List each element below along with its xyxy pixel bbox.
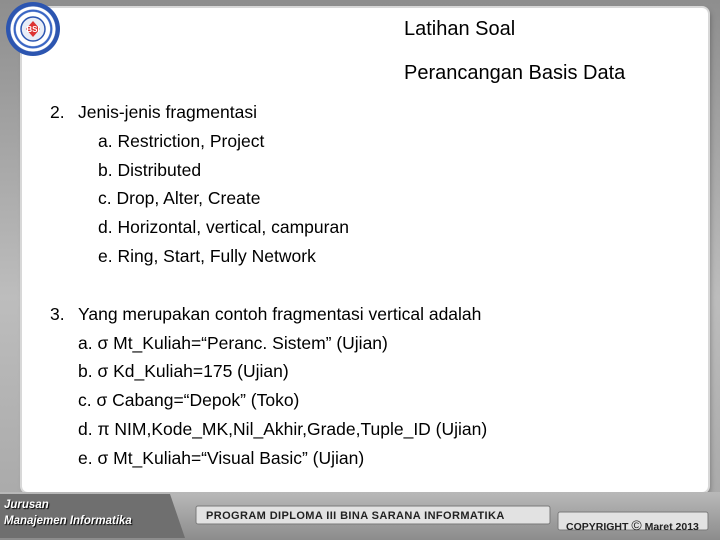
- option: a. Restriction, Project: [98, 130, 265, 151]
- question-number: 2.: [50, 102, 65, 122]
- question-2: [50, 98, 487, 127]
- option: e. Ring, Start, Fully Network: [98, 245, 316, 266]
- copyright-symbol: ©: [631, 517, 642, 533]
- spacer: [50, 271, 487, 300]
- bsi-logo: [6, 2, 60, 56]
- option: c. σ Cabang=“Depok” (Toko): [78, 390, 300, 411]
- option: b. Distributed: [98, 159, 202, 180]
- department-label: [4, 497, 132, 529]
- option: d. π NIM,Kode_MK,Nil_Akhir,Grade,Tuple_ID (Ujian): [78, 418, 488, 439]
- slide-title-line1: Latihan Soal: [404, 18, 516, 40]
- slide-title-line2: Perancangan Basis Data: [404, 62, 626, 84]
- department-line2: Manajemen Informatika: [4, 515, 132, 527]
- option: d. Horizontal, vertical, campuran: [98, 217, 349, 238]
- question-text: Jenis-jenis fragmentasi: [78, 102, 257, 122]
- svg-text:BSI: BSI: [26, 25, 40, 34]
- department-line1: Jurusan: [4, 499, 49, 511]
- program-label: PROGRAM DIPLOMA III BINA SARANA INFORMATIKA: [206, 510, 505, 522]
- option: e. σ Mt_Kuliah=“Visual Basic” (Ujian): [78, 447, 365, 468]
- question-text: Yang merupakan contoh fragmentasi vertical adalah: [78, 303, 482, 324]
- option: a. σ Mt_Kuliah=“Peranc. Sistem” (Ujian): [78, 332, 388, 353]
- logo-emblem-icon: [6, 2, 60, 56]
- copyright-date: Maret 2013: [644, 521, 699, 533]
- option: c. Drop, Alter, Create: [98, 188, 261, 209]
- copyright-label: [566, 517, 699, 533]
- question-3: [50, 300, 487, 329]
- question-number: 3.: [50, 303, 65, 324]
- question-list: [50, 98, 487, 473]
- copyright-word: COPYRIGHT: [566, 521, 629, 533]
- option: b. σ Kd_Kuliah=175 (Ujian): [78, 361, 289, 382]
